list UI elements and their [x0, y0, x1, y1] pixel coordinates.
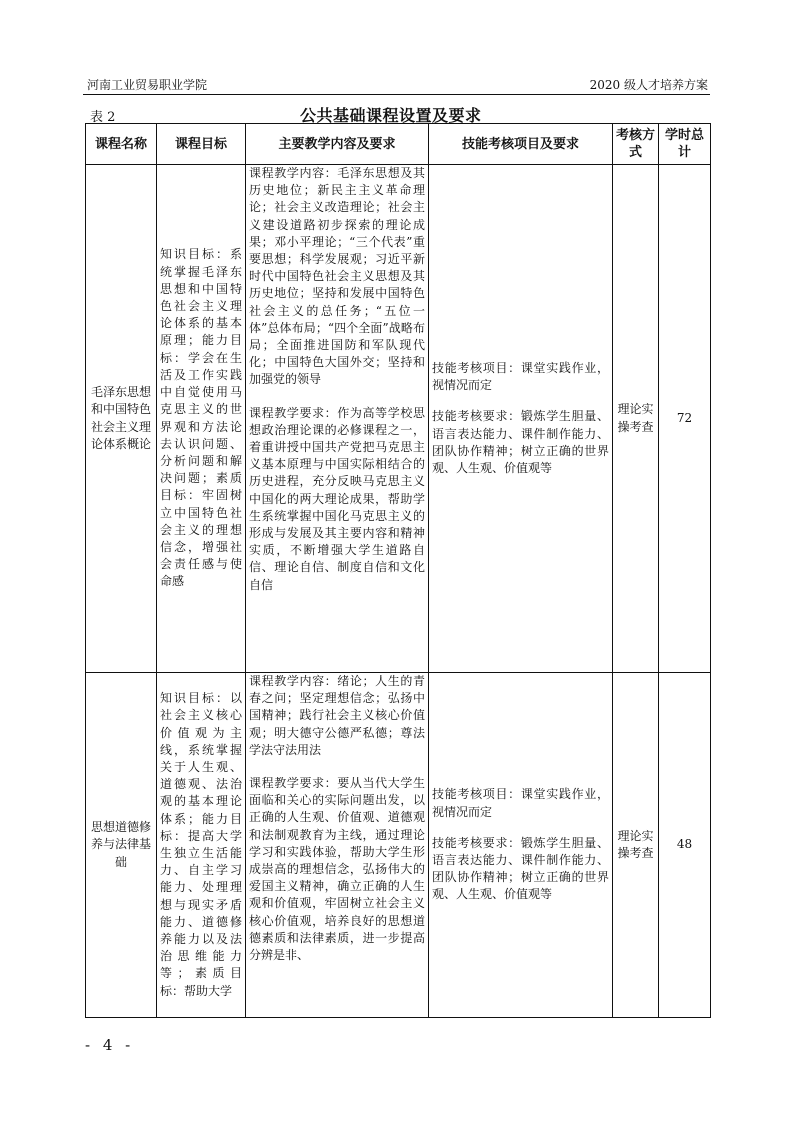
content-topics: 课程教学内容：毛泽东思想及其历史地位；新民主主义革命理论；社会主义改造理论；社会主义建设道路初步探索的理论成果；邓小平理论；“三个代表”重要思想；科学发展观；习近平新时代中国特色社会主义思想及其历史地位；坚持和发展中国特色社会主义的总任务；“五位一体”总体布局；“四个全面”战略布局；全面推进国防和军队现代化；中国特色大国外交；坚持和加强党的领导	[249, 166, 425, 387]
column-header-content: 主要教学内容及要求	[246, 124, 429, 165]
skill-items: 技能考核项目：课堂实践作业，视情况而定	[432, 787, 609, 819]
course-skill	[429, 165, 613, 673]
column-header-hours: 学时总计	[659, 124, 711, 165]
course-content	[246, 165, 429, 673]
content-requirements: 课程教学要求：作为高等学校思想政治理论课的必修课程之一，着重讲授中国共产党把马克思主义基本原理与中国实际相结合的历史进程，充分反映马克思主义中国化的两大理论成果，帮助学生系统掌握中国化马克思主义的形成与发展及其主要内容和精神实质，不断增强大学生道路自信、理论自信、制度自信和文化自信	[249, 405, 425, 592]
course-name: 思想道德修养与法律基础	[86, 673, 157, 1018]
course-goal: 知识目标：以社会主义核心价值观为主线，系统掌握关于人生观、道德观、法治观的基本理论体系；能力目标：提高大学生独立生活能力、自主学习能力、处理理想与现实矛盾能力、道德修养能力以及法治思维能力等；素质目标：帮助大学	[157, 673, 246, 1018]
course-content	[246, 673, 429, 1018]
column-header-skill: 技能考核项目及要求	[429, 124, 613, 165]
course-skill	[429, 673, 613, 1018]
content-requirements: 课程教学要求：要从当代大学生面临和关心的实际问题出发，以正确的人生观、价值观、道德观和法制观教育为主线，通过理论学习和实践体验，帮助大学生形成崇高的理想信念，弘扬伟大的爱国主义精神，确立正确的人生观和价值观，牢固树立社会主义核心价值观，培养良好的思想道德素质和法律素质，进一步提高分辨是非、	[249, 776, 425, 963]
column-header-name: 课程名称	[86, 124, 157, 165]
plan-title: 2020 级人才培养方案	[589, 78, 708, 92]
skill-items: 技能考核项目：课堂实践作业，视情况而定	[432, 360, 609, 393]
content-topics: 课程教学内容：绪论；人生的青春之问；坚定理想信念；弘扬中国精神；践行社会主义核心价值观；明大德守公德严私德；尊法学法守法用法	[249, 674, 425, 757]
exam-method: 理论实操考查	[613, 673, 659, 1018]
column-header-goal: 课程目标	[157, 124, 246, 165]
table-label: 表 2	[90, 110, 116, 125]
header-divider	[83, 94, 710, 95]
total-hours: 72	[659, 165, 711, 673]
page-number: - 4 -	[85, 1036, 135, 1054]
total-hours: 48	[659, 673, 711, 1018]
page-header	[83, 78, 710, 95]
curriculum-table	[85, 123, 711, 1018]
table-title: 公共基础课程设置及要求	[300, 106, 482, 125]
column-header-exam: 考核方式	[613, 124, 659, 165]
school-name: 河南工业贸易职业学院	[87, 78, 208, 92]
skill-requirements: 技能考核要求：锻炼学生胆量、语言表达能力、课件制作能力、团队协作精神；树立正确的世界观、人生观、价值观等	[432, 409, 609, 475]
table-row	[86, 673, 711, 1018]
course-goal: 知识目标：系统掌握毛泽东思想和中国特色社会主义理论体系的基本原理；能力目标：学会在生活及工作实践中自觉使用马克思主义的世界观和方法论去认识问题、分析问题和解决问题；素质目标：牢固树立中国特色社会主义的理想信念，增强社会责任感与使命感	[157, 165, 246, 673]
exam-method: 理论实操考查	[613, 165, 659, 673]
course-name: 毛泽东思想和中国特色社会主义理论体系概论	[86, 165, 157, 673]
table-header-row	[86, 124, 711, 165]
skill-requirements: 技能考核要求：锻炼学生胆量、语言表达能力、课件制作能力、团队协作精神；树立正确的世界观、人生观、价值观等	[432, 835, 609, 902]
table-row	[86, 165, 711, 673]
